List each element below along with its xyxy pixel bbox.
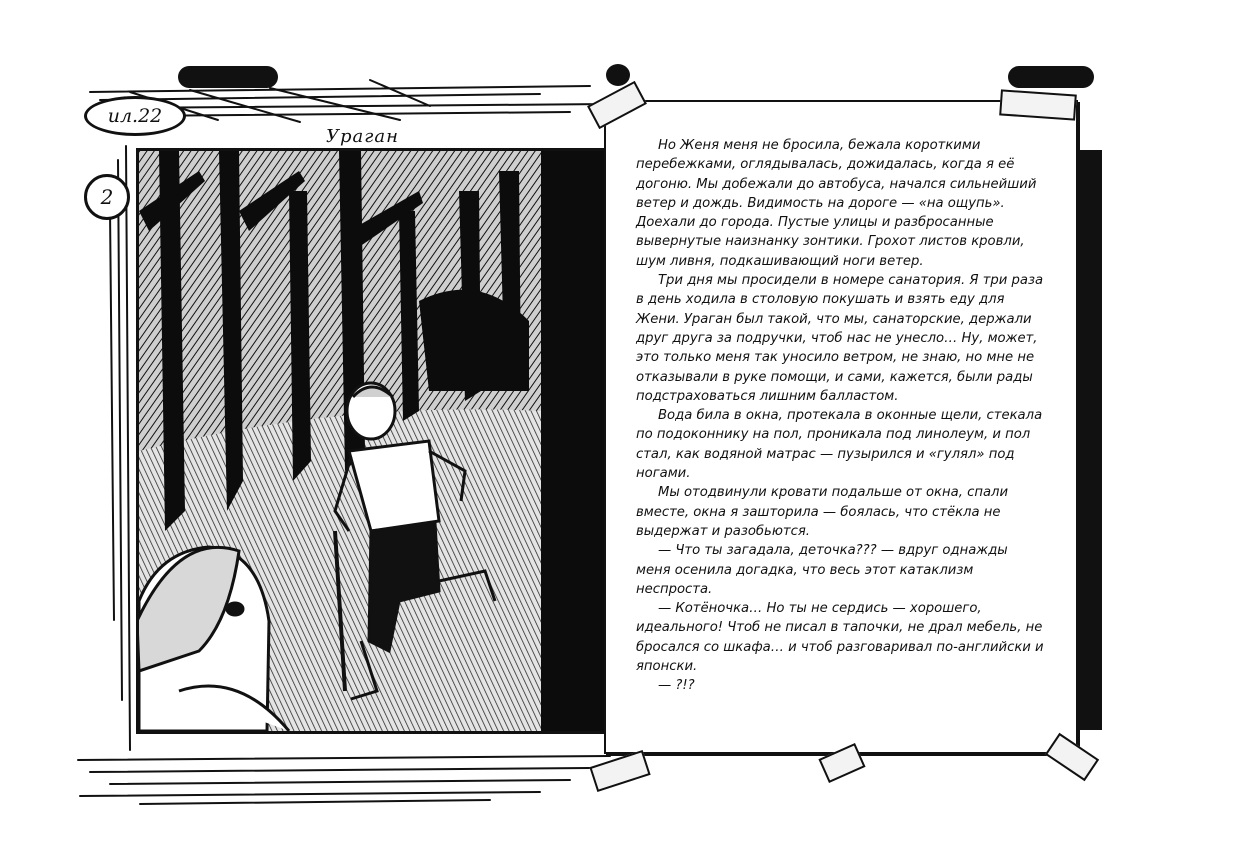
page-label: ил.22 <box>84 96 186 136</box>
paragraph-7: — ?!? <box>658 678 695 694</box>
paragraph-2: Три дня мы просидели в номере санатория. Я три раза в день ходила в столовую покушать и взять еду для Жени. Ураган был такой, что мы, санаторские, держали друг друга за подручки, чтоб нас не унесло… Ну, может, это только меня так уносило ветром, не знаю, но мне не отказывали в руке помощи, и сами, кажется, были рады подстраховаться лишним балластом. <box>636 273 1044 404</box>
illustration-panel <box>136 148 612 734</box>
tape-top-right <box>999 89 1077 120</box>
forest-scene-illustration <box>139 151 609 731</box>
story-page <box>604 100 1078 754</box>
clip-top-right <box>1008 66 1094 88</box>
paragraph-3: Вода била в окна, протекала в оконные щели, стекала по подоконнику на пол, проникала под линолеум, и пол стал, как водяной матрас — пузырился и «гулял» под ногами. <box>636 408 1043 482</box>
left-page <box>70 60 620 840</box>
story-text <box>636 136 1046 696</box>
paragraph-1: Но Женя меня не бросила, бежала короткими перебежками, оглядывалась, дожидалась, когда я её догоню. Мы добежали до автобуса, начался сильнейший ветер и дождь. Видимость на дороге — «на ощупь». Доехали до города. Пустые улицы и разбросанные вывернутые наизнанку зонтики. Грохот листов кровли, шум ливня, подкашивающий ноги ветер. <box>636 138 1037 269</box>
paragraph-4: Мы отодвинули кровати подальше от окна, спали вместе, окна я зашторила — боялась, что стёкла не выдержат и разобьются. <box>636 485 1009 539</box>
panel-number: 2 <box>84 174 130 220</box>
paragraph-6: — Котёночка… Но ты не сердись — хорошего, идеального! Чтоб не писал в тапочки, не драл мебель, не бросался со шкафа… и чтоб разговаривал по-английски и японски. <box>636 601 1044 675</box>
clip-left <box>178 66 278 88</box>
clip-right-dot <box>606 64 630 86</box>
chapter-title: Ураган <box>326 126 399 147</box>
paragraph-5: — Что ты загадала, деточка??? — вдруг однажды меня осенила догадка, что весь этот катаклизм неспроста. <box>636 543 1008 597</box>
